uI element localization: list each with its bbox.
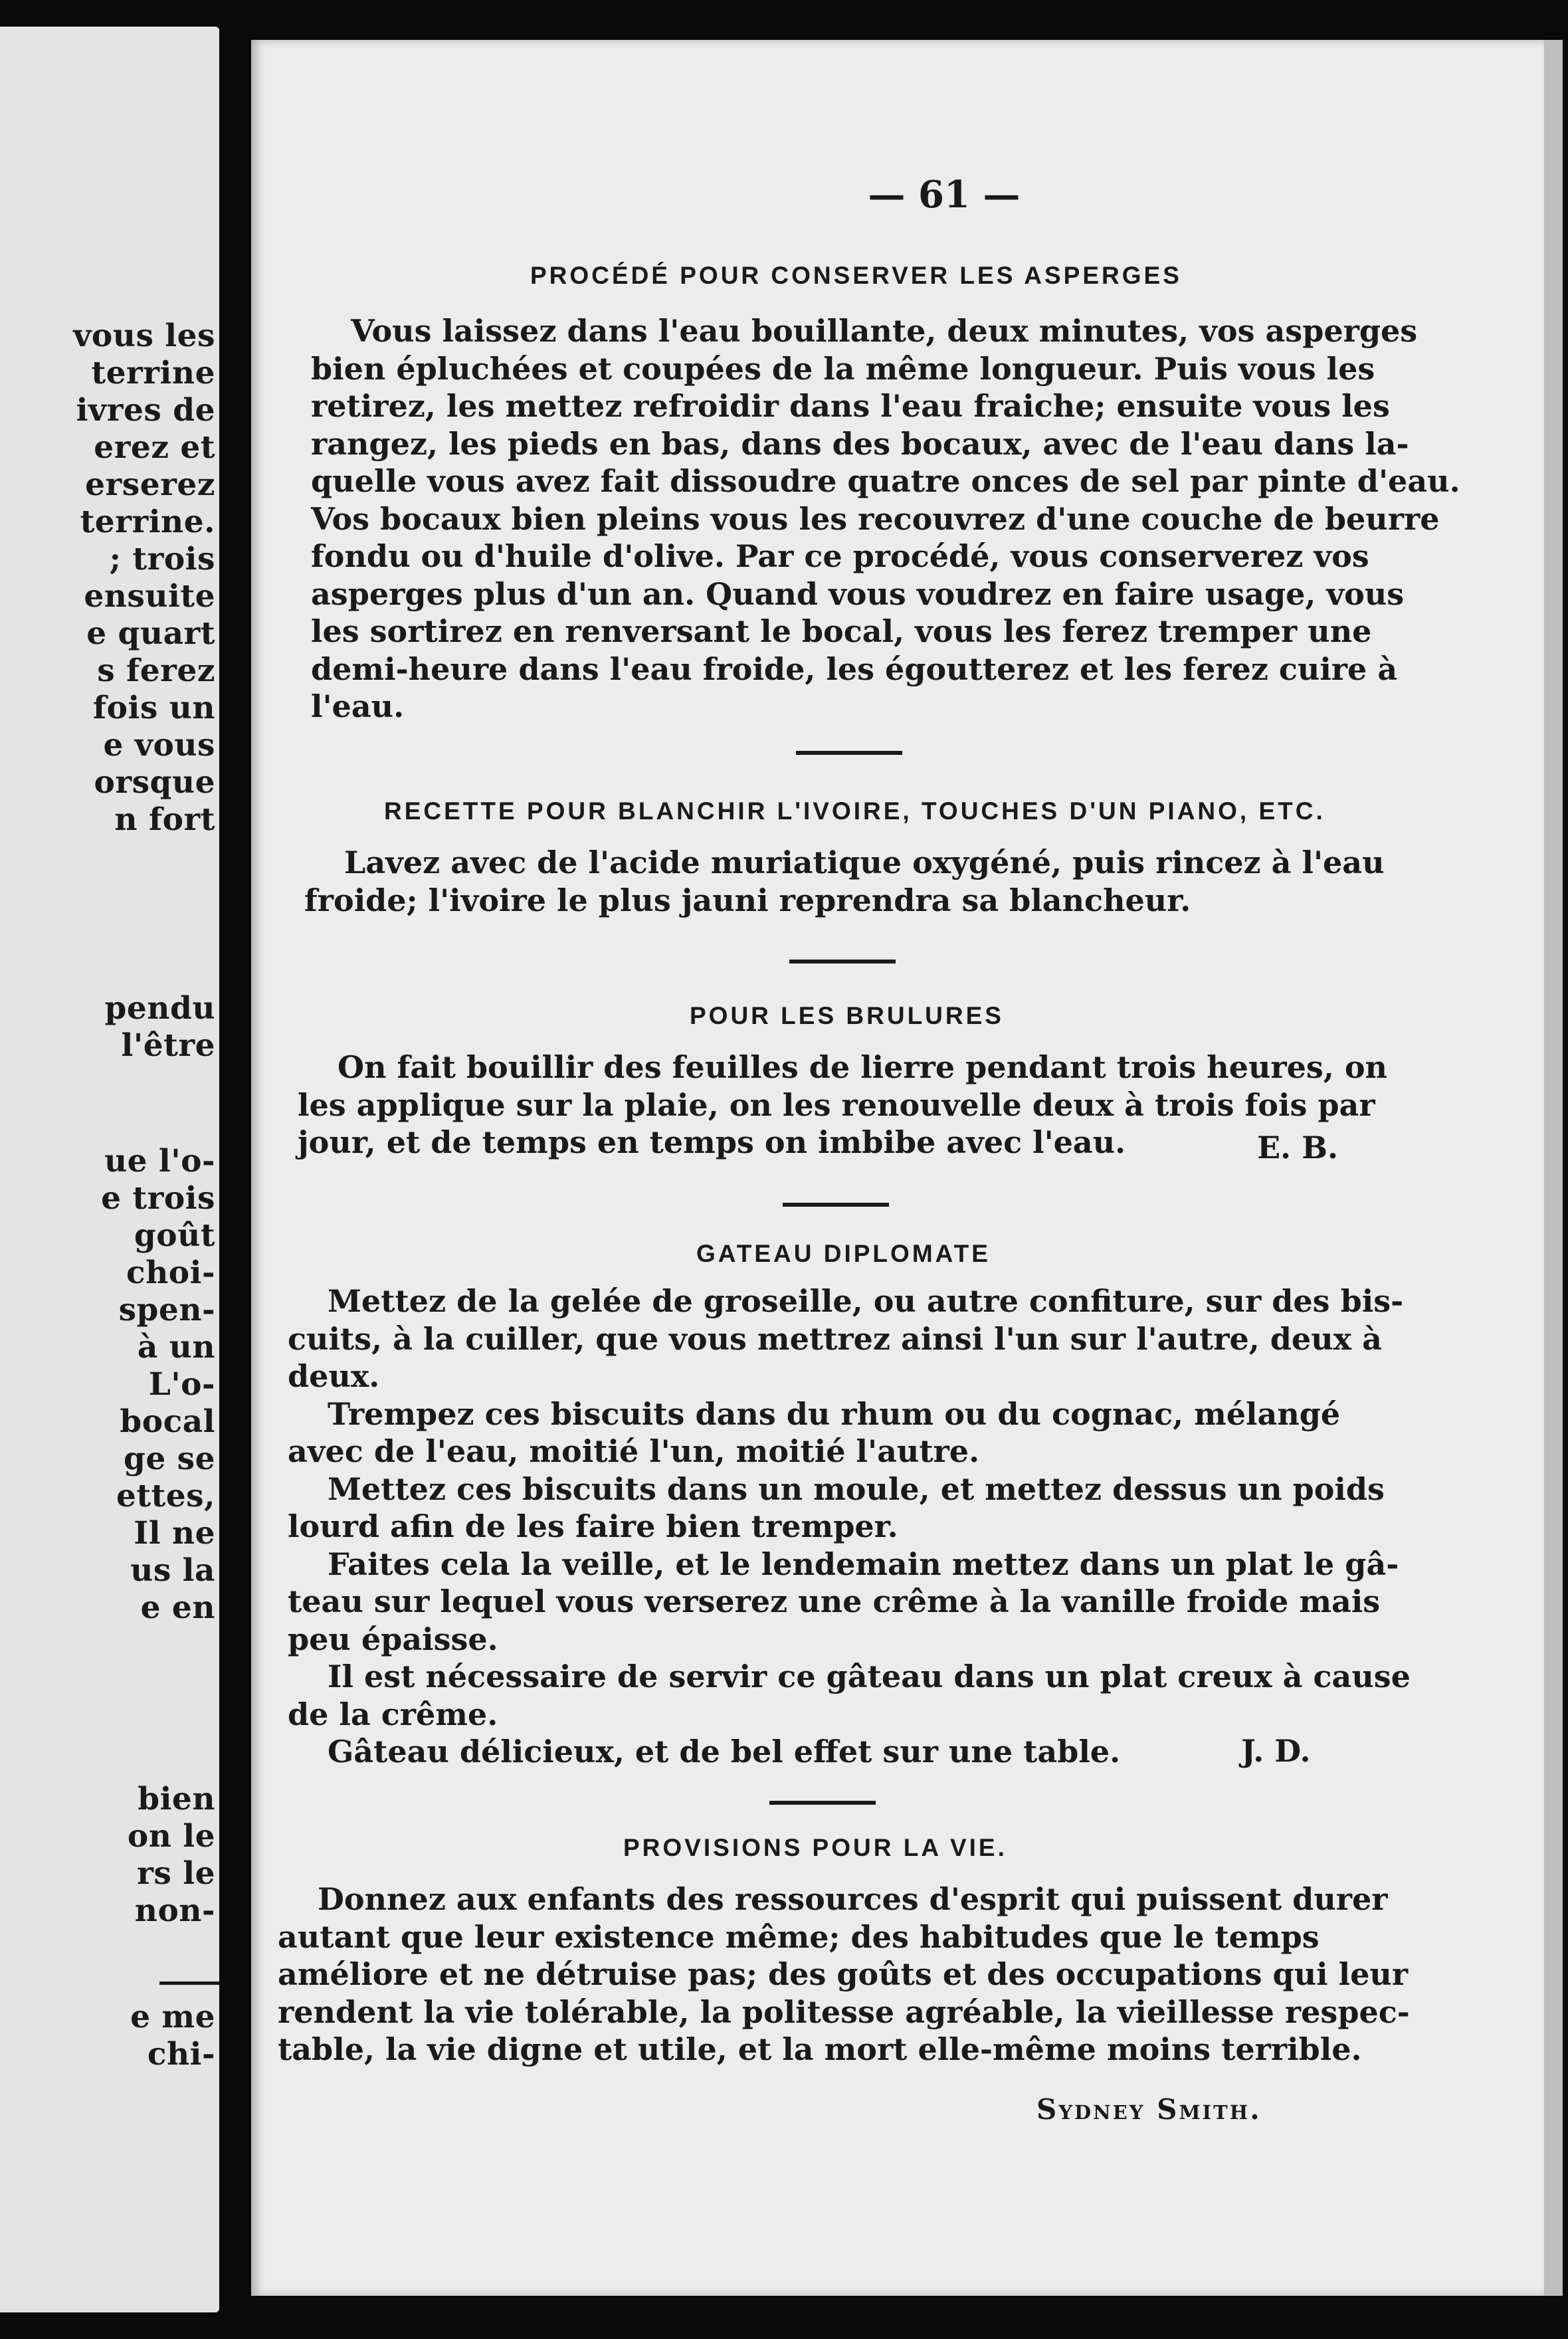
left-text-line: rs le [137,1855,215,1892]
text-line: lourd afin de les faire bien tremper. [288,1508,898,1544]
section-title-gateau: GATEAU DIPLOMATE [696,1240,991,1267]
left-text-line: e quart [86,615,215,652]
left-text-line: bien [138,1781,215,1817]
left-text-line: spen- [118,1292,215,1328]
text-line: les sortirez en renversant le bocal, vous les ferez tremper une [311,613,1372,649]
text-line: On fait bouillir des feuilles de lierre pendant trois heures, on [338,1049,1387,1085]
section-title-brulures: POUR LES BRULURES [690,1002,1004,1029]
text-line: quelle vous avez fait dissoudre quatre onces de sel par pinte d'eau. [311,463,1460,499]
text-line: table, la vie digne et utile, et la mort elle-même moins terrible. [278,2031,1362,2067]
left-text-line: terrine [91,355,215,391]
left-text-line: ettes, [116,1478,215,1514]
left-text-line: e me [130,1999,215,2035]
left-text-line: choi- [126,1255,215,1291]
main-page [251,40,1563,2296]
text-line: Trempez ces biscuits dans du rhum ou du cognac, mélangé [328,1395,1341,1432]
text-line: rangez, les pieds en bas, dans des bocaux, avec de l'eau dans la- [311,425,1409,462]
text-line: jour, et de temps en temps on imbibe avec l'eau. [298,1124,1126,1160]
left-text-line: e en [140,1589,215,1626]
left-text-line: erez et [94,429,215,466]
text-line: bien épluchées et coupées de la même longueur. Puis vous les [311,350,1375,387]
section-body-brulures [298,1049,1387,1162]
left-text-line: e vous [103,727,215,763]
left-text-line: orsque [94,764,215,801]
text-line: froide; l'ivoire le plus jauni reprendra sa blancheur. [304,882,1191,918]
left-text-line: fois un [92,690,215,726]
text-line: autant que leur existence même; des habitudes que le temps [278,1918,1320,1955]
divider-rule [789,960,896,964]
left-text-line: l'être [121,1027,215,1064]
section-body-gateau [288,1282,1411,1771]
author-initials: E. B. [1257,1130,1338,1166]
left-text-line: ; trois [109,541,215,577]
text-line: asperges plus d'un an. Quand vous voudrez en faire usage, vous [311,575,1405,612]
left-divider-rule [159,1982,219,1985]
left-text-line: Il ne [134,1515,215,1552]
left-text-line: bocal [120,1403,215,1440]
text-line: retirez, les mettez refroidir dans l'eau fraiche; ensuite vous les [311,388,1390,424]
left-text-line: n fort [114,801,215,838]
section-body-provisions [278,1881,1410,2069]
left-text-line: ge se [124,1441,215,1477]
left-text-line: chi- [147,2036,215,2073]
author-initials: J. D. [1241,1733,1311,1769]
divider-rule [783,1203,889,1207]
text-line: Donnez aux enfants des ressources d'esprit qui puissent durer [318,1881,1388,1917]
left-text-line: pendu [104,990,215,1027]
text-line: Gâteau délicieux, et de bel effet sur une table. [328,1734,1121,1770]
left-text-line: erserez [85,466,215,503]
left-text-line: non- [134,1892,215,1929]
text-line: cuits, à la cuiller, que vous mettrez ainsi l'un sur l'autre, deux à [288,1320,1382,1357]
left-text-line: vous les [73,318,215,354]
text-line: fondu ou d'huile d'olive. Par ce procédé, vous conserverez vos [311,538,1369,574]
left-facing-page [0,27,219,2312]
text-line: Mettez ces biscuits dans un moule, et mettez dessus un poids [328,1471,1385,1507]
left-text-line: goût [134,1217,215,1254]
text-line: les applique sur la plaie, on les renouvelle deux à trois fois par [298,1086,1375,1123]
section-title-provisions: PROVISIONS POUR LA VIE. [623,1834,1007,1861]
left-text-line: us la [130,1552,215,1589]
section-body-asperges [311,312,1460,726]
text-line: rendent la vie tolérable, la politesse agréable, la vieillesse respec- [278,1993,1410,2030]
text-line: peu épaisse. [288,1621,498,1657]
divider-rule [769,1801,876,1805]
text-line: avec de l'eau, moitié l'un, moitié l'autre. [288,1433,980,1469]
text-line: demi-heure dans l'eau froide, les égoutterez et les ferez cuire à [311,651,1398,687]
section-title-asperges: PROCÉDÉ POUR CONSERVER LES ASPERGES [530,262,1182,289]
text-line: de la crême. [288,1696,498,1732]
author-signature: Sydney Smith. [1036,2093,1262,2126]
left-text-line: ue l'o- [104,1143,215,1179]
text-line: Mettez de la gelée de groseille, ou autre confiture, sur des bis- [328,1283,1404,1319]
text-line: Lavez avec de l'acide muriatique oxygéné, puis rincez à l'eau [344,845,1385,880]
text-line: teau sur lequel vous verserez une crême à la vanille froide mais [288,1583,1381,1619]
divider-rule [796,751,902,755]
page-number: — 61 — [868,173,1021,217]
text-line: Vous laissez dans l'eau bouillante, deux minutes, vos asperges [351,313,1418,349]
text-line: améliore et ne détruise pas; des goûts et des occupations qui leur [278,1956,1409,1992]
left-text-line: à un [137,1329,215,1366]
section-body-ivoire [304,844,1385,919]
section-title-ivoire: RECETTE POUR BLANCHIR L'IVOIRE, TOUCHES D'UN PIANO, ETC. [384,797,1325,825]
text-line: deux. [288,1358,380,1394]
left-text-line: on le [127,1818,215,1855]
text-line: Faites cela la veille, et le lendemain mettez dans un plat le gâ- [328,1546,1399,1582]
left-text-line: terrine. [80,504,215,540]
text-line: Vos bocaux bien pleins vous les recouvrez d'une couche de beurre [311,500,1440,537]
left-text-line: s ferez [97,653,215,689]
text-line: Il est nécessaire de servir ce gâteau dans un plat creux à cause [328,1659,1411,1694]
text-line: l'eau. [311,688,405,724]
left-text-line: L'o- [148,1366,215,1403]
left-text-line: e trois [101,1180,215,1217]
left-text-line: ivres de [76,392,215,429]
left-text-line: ensuite [84,578,215,615]
